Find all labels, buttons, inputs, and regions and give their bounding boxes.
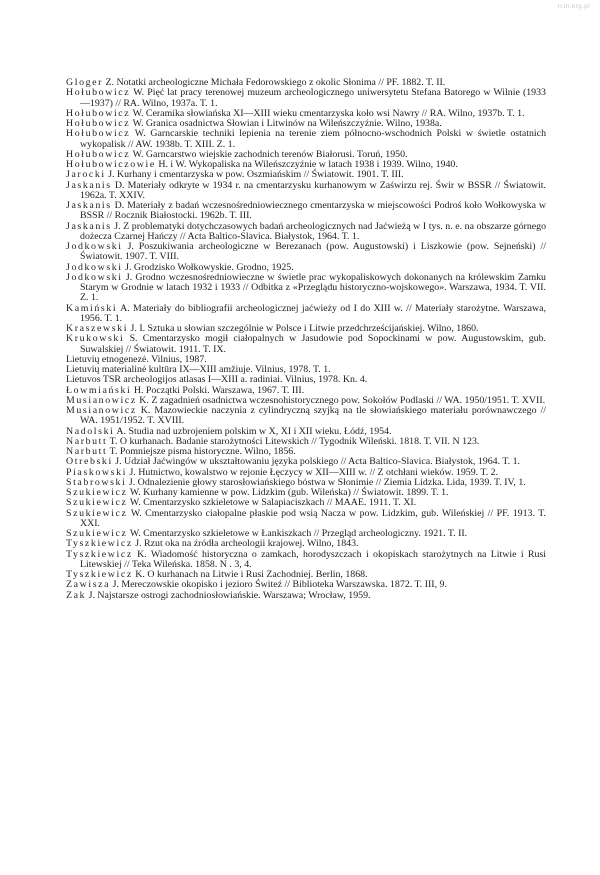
reference-entry (66, 591, 546, 601)
reference-text: W. Kurhany kamienne w pow. Lidzkim (gub. Wileńska) // Światowit. 1899. T. 1. (129, 487, 449, 498)
reference-text: J. Poszukiwania archeologiczne w Berezanach (pow. Augustowski) i Liszkowie (pow. Sejneński) // Światowit. 1907. T. VIII. (80, 241, 546, 263)
reference-entry (66, 334, 546, 355)
reference-text: T. O kurhanach. Badanie starożytności Litewskich // Tygodnik Wileński. 1818. T. VII. N 123. (109, 435, 480, 447)
reference-text: W. Cmentarzysko szkieletowe w Salapiaciszkach // MAAE. 1911. T. XI. (129, 497, 417, 509)
reference-author: Musianowicz (66, 394, 137, 406)
reference-author: Hołubowicz (66, 128, 131, 140)
reference-entry (66, 509, 546, 530)
reference-entry (66, 242, 546, 263)
reference-text: W. Garncarskie techniki lepienia na terenie ziem północno-wschodnich Polski w świetle ostatnich wykopalisk // AW. 1938b. T. XIII. Z. 1. (80, 128, 547, 150)
reference-author: Zak (66, 589, 87, 601)
reference-text: J. Grodno wczesnośredniowieczne w świetle prac wykopaliskowych dokonanych na królewskim Zamku Starym w Grodnie w latach 1932 i 1933 // Odbitka z «Przeglądu historyczno-wojskowego». Warszawa, 1934. T. VII. Z. 1. (80, 271, 546, 304)
reference-entry (66, 273, 546, 304)
reference-text: J. Hutnictwo, kowalstwo w rejonie Łęczycy w XII—XIII w. // Z otchłani wieków. 1959. T. 2. (129, 466, 499, 478)
reference-text: J. Udział Jaćwingów w ukształtowaniu języka polskiego // Acta Baltico-Slavica. Białystok, 1964. T. 1. (115, 456, 520, 468)
reference-entry (66, 406, 546, 427)
reference-text: W. Cmentarzysko ciałopalne płaskie pod wsią Nacza w pow. Lidzkim, gub. Wileńskiej // PF. 1913. T. XXI. (80, 507, 546, 529)
reference-author: Jarocki (66, 169, 106, 181)
reference-author: Hołubowicz (66, 118, 131, 129)
reference-text: J. Kurhany i cmentarzyska w pow. Oszmiańskim // Światowit. 1901. T. III. (108, 169, 404, 181)
reference-author: Jodkowski (66, 261, 123, 273)
reference-text: T. Pomniejsze pisma historyczne. Wilno, 1856. (109, 446, 296, 457)
reference-author: Otrebski (66, 456, 113, 468)
reference-entry (66, 129, 546, 150)
reference-text: J. Odnalezienie głowy starosłowiańskiego bóstwa w Słonimie // Ziemia Lidzka. Lida, 1939. T. IV, 1. (128, 476, 526, 488)
watermark: rcin.org.pl (557, 3, 590, 10)
reference-author: Gloger (66, 77, 104, 88)
reference-text: W. Pięć lat pracy terenowej muzeum archeologicznego uniwersytetu Stefana Batorego w Wilnie (1933—1937) // RA. Wilno, 1937a. T. 1. (80, 87, 546, 109)
reference-author: Tyszkiewicz (66, 538, 133, 550)
reference-author: Narbutt (66, 446, 108, 457)
reference-author: Kamiński (66, 302, 118, 314)
reference-text: Lietuvių etnogenezė. Vilnius, 1987. (66, 353, 207, 365)
reference-author: Tyszkiewicz (66, 548, 133, 560)
reference-author: Piaskowski (66, 466, 127, 478)
reference-author: Szukiewicz (66, 487, 128, 498)
reference-author: Tyszkiewicz (66, 569, 133, 580)
reference-text: J. Z problematyki dotychczasowych badań archeologicznych nad Jaćwieżą w I tys. n. e. na obszarze górnego dożecza Czarnej Hańczy // Acta Baltico-Slavica. Białystok, 1964. T. 1. (80, 220, 547, 242)
reference-entry (66, 88, 546, 109)
reference-author: Jodkowski (66, 271, 123, 283)
reference-text: Lietuvos TSR archeologijos atlasas I—XIII a. radiniai. Vilnius, 1978. Kn. 4. (66, 374, 368, 386)
reference-text: J. Rzut oka na źródła archeologii krajowej. Wilno, 1843. (135, 538, 359, 550)
reference-text: J. Najstarsze ostrogi zachodniosłowiańskie. Warszawa; Wrocław, 1959. (88, 589, 371, 601)
reference-text: A. Studia nad uzbrojeniem polskim w X, XI i XII wieku. Łódź, 1954. (116, 425, 392, 437)
reference-text: W. Granica osadnictwa Słowian i Litwinów na Wileńszczyźnie. Wilno, 1938a. (132, 118, 442, 129)
reference-entry (66, 181, 546, 202)
reference-text: J. Mereczowskie okopisko i jezioro Świteź // Biblioteka Warszawska. 1872. T. III, 9. (112, 579, 447, 591)
reference-author: Jaskanis (66, 220, 112, 232)
reference-author: Kraszewski (66, 323, 129, 334)
reference-entry (66, 201, 546, 222)
reference-author: Hołubowiczowie (66, 159, 156, 170)
reference-author: Zawisza (66, 579, 111, 591)
reference-text: D. Materiały z badań wczesnośredniowiecznego cmentarzyska w miejscowości Podroś koło Wołkowyska w BSSR // Rocznik Białostocki. 1962b. T. III. (80, 200, 547, 222)
reference-list (66, 78, 546, 601)
reference-entry (66, 222, 546, 243)
reference-author: Hołubowicz (66, 148, 131, 160)
reference-author: Hołubowicz (66, 87, 131, 99)
reference-text: S. Cmentarzysko mogił ciałopalnych w Jasudowie pod Sopockinami w pow. Augustowskim, gub. Suwalskiej // Światowit. 1911. T. IX. (80, 333, 547, 355)
reference-author: Jodkowski (66, 241, 123, 252)
reference-author: Jaskanis (66, 200, 112, 211)
reference-entry (66, 550, 546, 571)
reference-text: H. Początki Polski. Warszawa, 1967. T. III. (133, 384, 305, 396)
reference-text: K. Z zagadnień osadnictwa wczesnohistorycznego pow. Sokołów Podlaski // WA. 1950/1951. T. XVII. (139, 394, 546, 406)
reference-author: Musianowicz (66, 405, 137, 416)
reference-author: Jaskanis (66, 179, 112, 191)
reference-author: Szukiewicz (66, 507, 128, 519)
reference-text: A. Materiały do bibliografii archeologicznej jaćwieży od I do XIII w. // Materiały starożytne. Warszawa, 1956. T. 1. (80, 302, 546, 324)
reference-author: Narbutt (66, 435, 108, 447)
reference-text: Z. Notatki archeologiczne Michała Fedorowskiego z okolic Słonima // PF. 1882. T. II. (105, 77, 446, 88)
reference-text: W. Garncarstwo wiejskie zachodnich terenów Białorusi. Toruń, 1950. (132, 148, 408, 160)
reference-author: Hołubowicz (66, 107, 131, 119)
reference-author: Szukiewicz (66, 497, 128, 509)
reference-text: H. i W. Wykopaliska na Wileńszczyźnie w latach 1938 i 1939. Wilno, 1940. (158, 159, 458, 170)
reference-text: J. Grodzisko Wołkowyskie. Grodno, 1925. (125, 261, 294, 273)
reference-author: Nadolski (66, 425, 115, 437)
reference-author: Stabrowski (66, 476, 127, 488)
reference-text: Lietuvių materialinė kultūra IX—XIII amžiuje. Vilnius, 1978. T. 1. (66, 364, 331, 375)
reference-author: Łowmiański (66, 384, 132, 396)
reference-text: W. Ceramika słowiańska XI—XIII wieku cmentarzyska koło wsi Nawry // RA. Wilno, 1937b. T. 1. (132, 107, 525, 119)
reference-author: Szukiewicz (66, 528, 128, 539)
reference-text: W. Cmentarzysko szkieletowe w Łankiszkach // Przegląd archeologiczny. 1921. T. II. (129, 528, 468, 539)
reference-text: K. Wiadomość historyczna o zamkach, horodyszczach i okopiskach starożytnych na Litwie i Rusi Litewskiej // Teka Wileńska. 1858. N . 3, 4. (80, 548, 546, 570)
reference-text: J. I. Sztuka u słowian szczególnie w Polsce i Litwie przedchrześcijańskiej. Wilno, 1860. (130, 323, 479, 334)
reference-entry (66, 304, 546, 325)
reference-text: K. Mazowieckie naczynia z cylindryczną szyjką na tle słowiańskiego materiału porównawczego // WA. 1951/1952. T. XVIII. (80, 405, 546, 427)
reference-text: K. O kurhanach na Litwie i Rusi Zachodniej. Berlin, 1868. (135, 569, 368, 580)
reference-author: Krukowski (66, 333, 125, 345)
reference-text: D. Materiały odkryte w 1934 r. na cmentarzysku kurhanowym w Zaświrzu rej. Świr w BSSR // Światowit. 1962a. T. XXIV. (80, 179, 547, 201)
